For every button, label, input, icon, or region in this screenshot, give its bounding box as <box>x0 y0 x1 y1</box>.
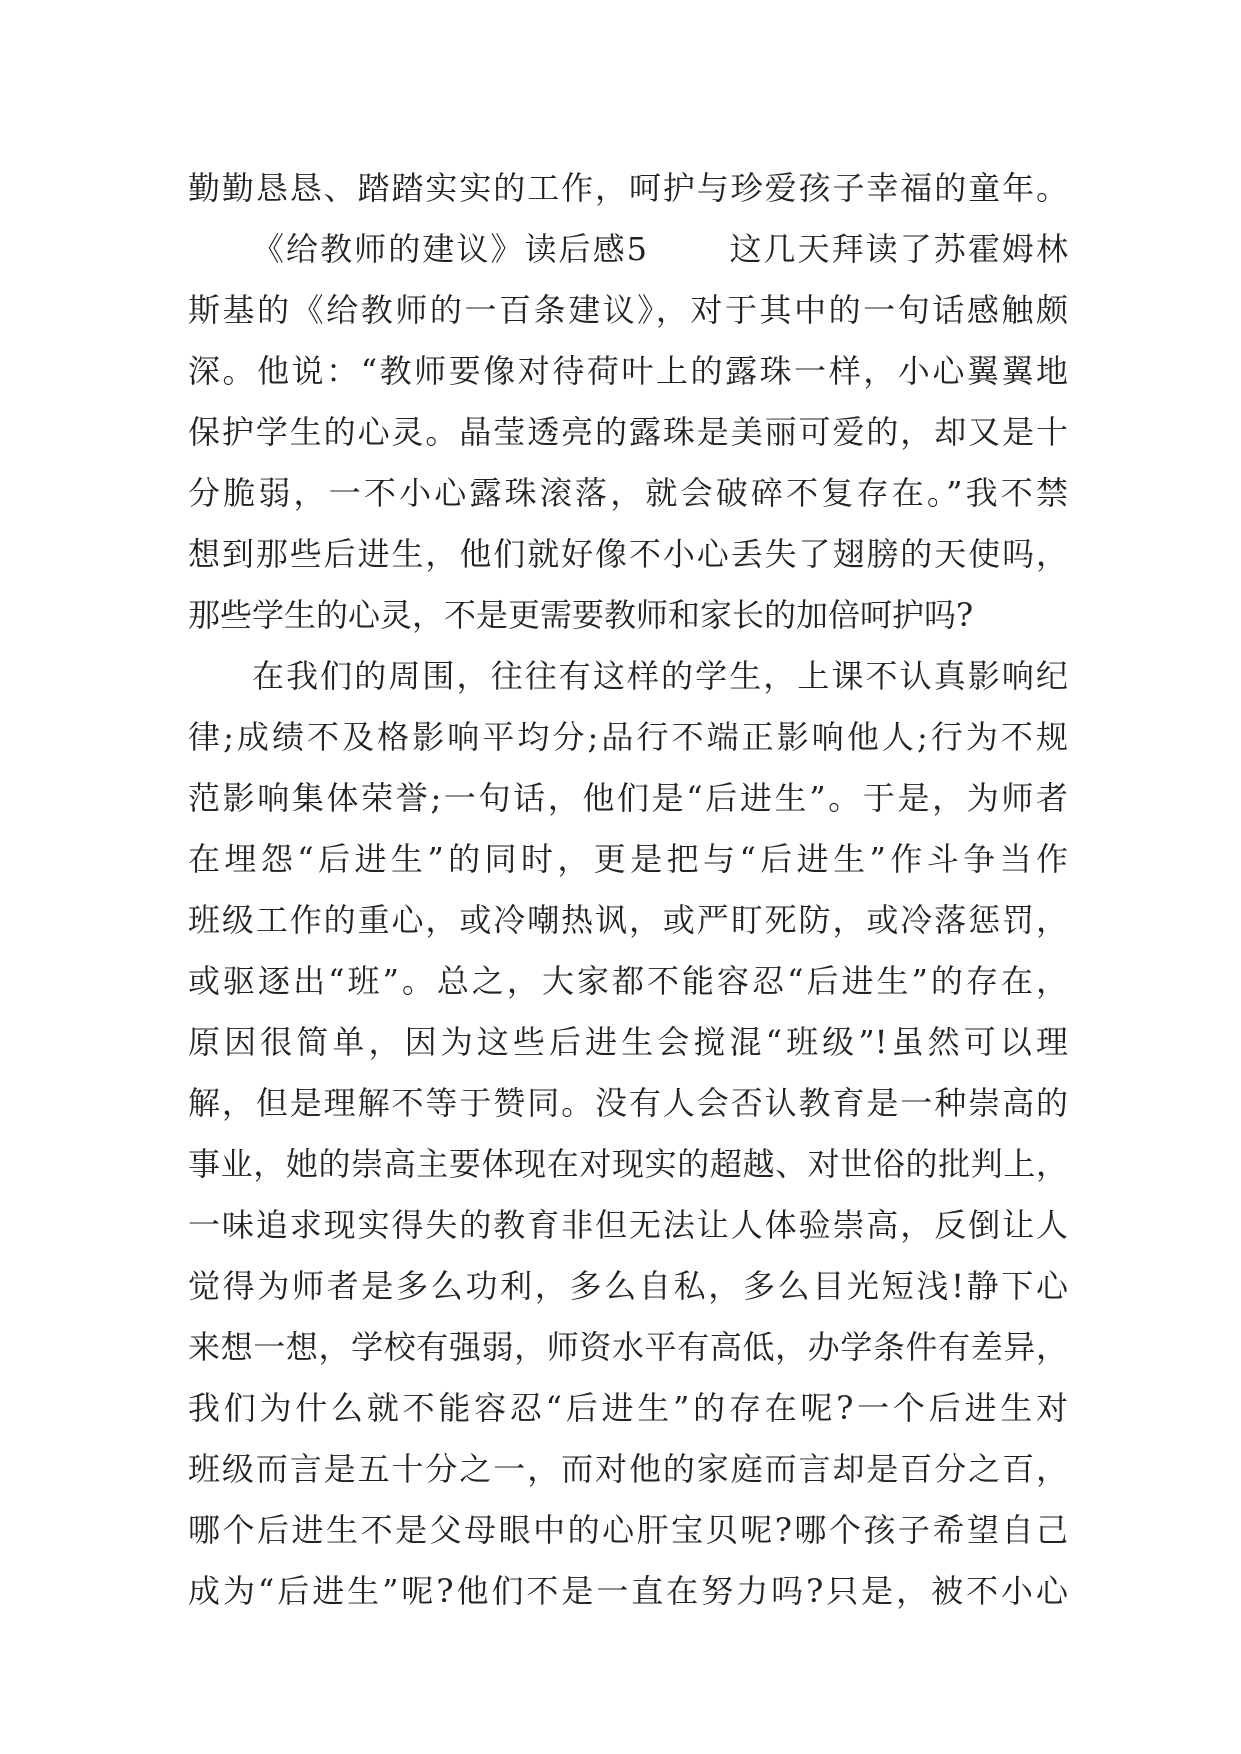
text-line: 勤勤恳恳、踏踏实实的工作，呵护与珍爱孩子幸福的童年。 <box>188 169 1068 207</box>
text-line: 在埋怨“后进生”的同时，更是把与“后进生”作斗争当作 <box>188 840 1068 878</box>
text-line: 想到那些后进生，他们就好像不小心丢失了翅膀的天使吗， <box>188 535 1068 573</box>
text-line: 成为“后进生”呢?他们不是一直在努力吗?只是，被不小心 <box>188 1572 1068 1610</box>
text-line: 斯基的《给教师的一百条建议》，对于其中的一句话感触颇 <box>188 291 1068 329</box>
text-line: 或驱逐出“班”。总之，大家都不能容忍“后进生”的存在， <box>188 962 1068 1000</box>
text-line: 那些学生的心灵，不是更需要教师和家长的加倍呵护吗? <box>188 596 974 634</box>
text-line: 事业，她的崇高主要体现在对现实的超越、对世俗的批判上， <box>188 1145 1068 1183</box>
text-line: 原因很简单，因为这些后进生会搅混“班级”!虽然可以理 <box>188 1023 1068 1061</box>
text-line: 范影响集体荣誉;一句话，他们是“后进生”。于是，为师者 <box>188 779 1068 817</box>
text-line: 觉得为师者是多么功利，多么自私，多么目光短浅!静下心 <box>188 1267 1068 1305</box>
text-line: 解，但是理解不等于赞同。没有人会否认教育是一种崇高的 <box>188 1084 1068 1122</box>
document-body <box>188 158 1068 1622</box>
text-line: 我们为什么就不能容忍“后进生”的存在呢?一个后进生对 <box>188 1389 1068 1427</box>
text-line: 班级而言是五十分之一，而对他的家庭而言却是百分之百， <box>188 1450 1068 1488</box>
text-line: 班级工作的重心，或冷嘲热讽，或严盯死防，或冷落惩罚， <box>188 901 1068 939</box>
text-line: 深。他说：“教师要像对待荷叶上的露珠一样，小心翼翼地 <box>188 352 1068 390</box>
text-line: 哪个后进生不是父母眼中的心肝宝贝呢?哪个孩子希望自己 <box>188 1511 1068 1549</box>
text-line: 一味追求现实得失的教育非但无法让人体验崇高，反倒让人 <box>188 1206 1068 1244</box>
text-line: 来想一想，学校有强弱，师资水平有高低，办学条件有差异， <box>188 1328 1068 1366</box>
text-line: 《给教师的建议》读后感5 这几天拜读了苏霍姆林 <box>252 230 1068 268</box>
text-line: 在我们的周围，往往有这样的学生，上课不认真影响纪 <box>252 657 1068 695</box>
text-line: 分脆弱，一不小心露珠滚落，就会破碎不复存在。”我不禁 <box>188 474 1068 512</box>
text-line: 保护学生的心灵。晶莹透亮的露珠是美丽可爱的，却又是十 <box>188 413 1068 451</box>
text-line: 律;成绩不及格影响平均分;品行不端正影响他人;行为不规 <box>188 718 1068 756</box>
